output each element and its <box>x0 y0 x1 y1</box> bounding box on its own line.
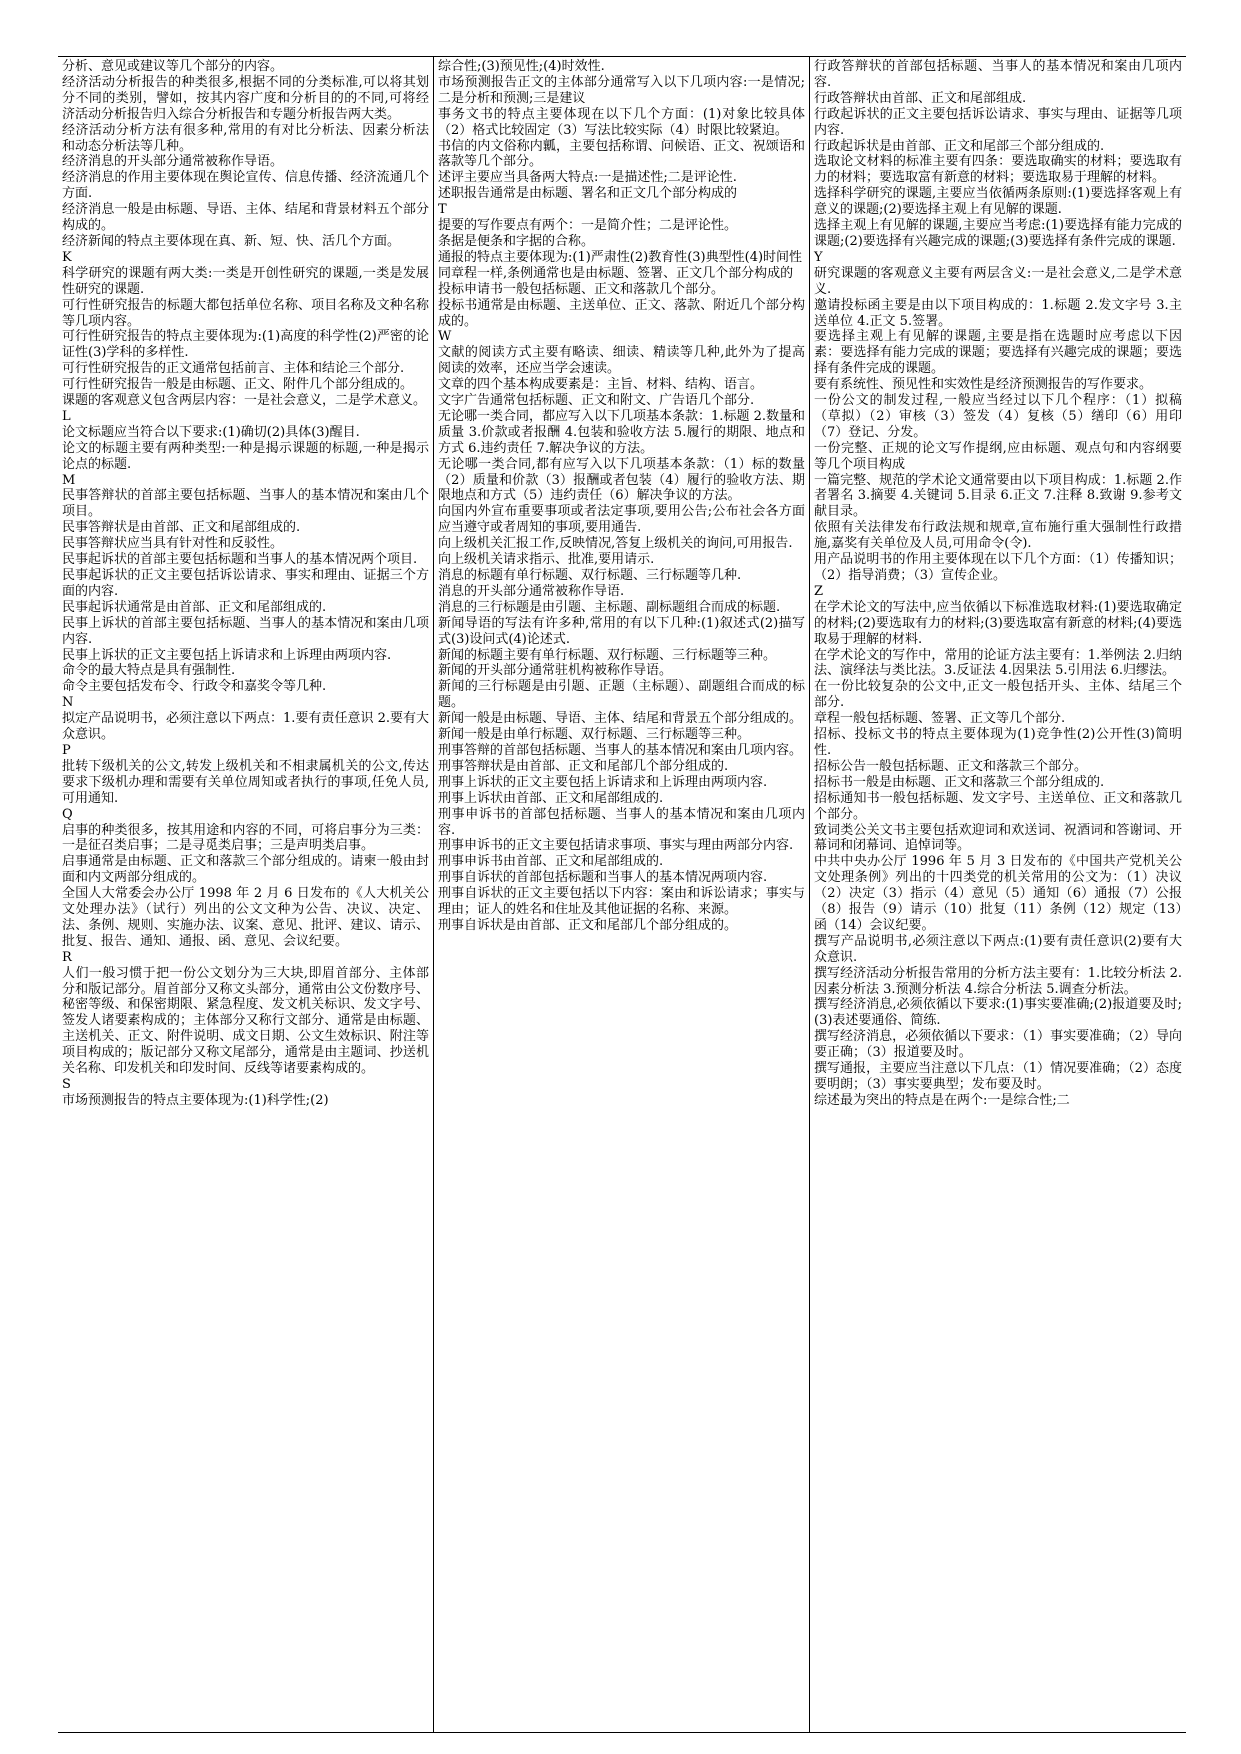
entry-paragraph: 科学研究的课题有两大类:一类是开创性研究的课题,一类是发展性研究的课题. <box>62 265 429 297</box>
entry-paragraph: 民事答辩状应当具有针对性和反驳性。 <box>62 536 284 552</box>
entry-paragraph: 可行性研究报告的标题大都包括单位名称、项目名称及文种名称等几项内容。 <box>62 297 429 329</box>
entry-paragraph: 依照有关法律发布行政法规和规章,宣布施行重大强制性行政措施,嘉奖有关单位及人员,可用命令(令). <box>814 520 1182 552</box>
entry-paragraph: 刑事答辩的首部包括标题、当事人的基本情况和案由几项内容。 <box>438 742 803 758</box>
entry-paragraph: 可行性研究报告的正文通常包括前言、主体和结论三个部分. <box>62 361 405 377</box>
entry-paragraph: 民事上诉状的正文主要包括上诉请求和上诉理由两项内容. <box>62 647 392 663</box>
section-letter: M <box>62 472 76 488</box>
section-letter: Z <box>814 583 824 599</box>
entry-paragraph: 人们一般习惯于把一份公文划分为三大块,即眉首部分、主体部分和版记部分。眉首部分又称文头部分，通常由公文份数序号、秘密等级、和保密期限、紧急程度、发文机关标识、发文字号、签发人诸要素构成的；主体部分又称行文部分、通常是由标题、主送机关、正文、附件说明、成文日期、公文生效标识、附注等项目构成的；版记部分又称文尾部分，通常是由主题词、抄送机关名称、印发机关和印发时间、反线等诸要素构成的。 <box>62 965 429 1077</box>
entry-paragraph: 刑事申诉书的正文主要包括请求事项、事实与理由两部分内容. <box>438 838 794 854</box>
entry-paragraph: 经济活动分析方法有很多种,常用的有对比分析法、因素分析法和动态分析法等几种。 <box>62 122 429 154</box>
entry-paragraph: 文字广告通常包括标题、正文和附文、广告语几个部分. <box>438 393 755 409</box>
section-letter: L <box>62 408 71 424</box>
entry-paragraph: 经济消息一般是由标题、导语、主体、结尾和背景材料五个部分构成的。 <box>62 202 429 234</box>
entry-paragraph: 民事起诉状通常是由首部、正文和尾部组成的. <box>62 599 327 615</box>
entry-paragraph: 投标申请书一般包括标题、正文和落款几个部分。 <box>438 281 725 297</box>
entry-paragraph: 向上级机关汇报工作,反映情况,答复上级机关的询问,可用报告. <box>438 536 793 552</box>
entry-paragraph: 课题的客观意义包含两层内容：一是社会意义，二是学术意义。 <box>62 393 427 409</box>
entry-paragraph: 无论哪一类合同，都应写入以下几项基本条款：1.标题 2.数量和质量 3.价款或者报酬 4.包装和验收方法 5.履行的期限、地点和方式 6.违约责任 7.解决争议的方法。 <box>438 408 805 456</box>
entry-paragraph: 民事上诉状的首部主要包括标题、当事人的基本情况和案由几项内容. <box>62 615 429 647</box>
section-letter: K <box>62 249 72 265</box>
entry-paragraph: 无论哪一类合同,都有应写入以下几项基本条款：（1）标的数量（2）质量和价款（3）报酬或者包装（4）履行的验收方法、期限地点和方式（5）违约责任（6）解决争议的方法。 <box>438 456 805 504</box>
entry-paragraph: 经济消息的开头部分通常被称作导语。 <box>62 154 284 170</box>
entry-paragraph: 论文的标题主要有两种类型:一种是揭示课题的标题,一种是揭示论点的标题. <box>62 440 429 472</box>
text-column-left <box>58 57 434 1732</box>
entry-paragraph: 向上级机关请求指示、批准,要用请示. <box>438 552 655 568</box>
entry-paragraph: 提要的写作要点有两个：一是简介性；二是评论性。 <box>438 218 738 234</box>
entry-paragraph: 民事起诉状的正文主要包括诉讼请求、事实和理由、证据三个方面的内容. <box>62 568 429 599</box>
entry-paragraph: 招标、投标文书的特点主要体现为(1)竞争性(2)公开性(3)简明性. <box>814 727 1182 758</box>
section-letter: W <box>438 329 452 345</box>
entry-paragraph: 选取论文材料的标准主要有四条：要选取确实的材料；要选取有力的材料；要选取富有新意的材料；要选取易于理解的材料。 <box>814 154 1182 186</box>
entry-paragraph: 新闻的标题主要有单行标题、双行标题、三行标题等三种。 <box>438 647 777 663</box>
entry-paragraph: 刑事答辩状是由首部、正文和尾部几个部分组成的. <box>438 758 729 774</box>
entry-paragraph: 述评主要应当具备两大特点:一是描述性;二是评论性. <box>438 170 737 186</box>
entry-paragraph: 书信的内文俗称内瓤，主要包括称谓、问候语、正文、祝颂语和落款等几个部分。 <box>438 138 805 170</box>
entry-paragraph: 中共中央办公厅 1996 年 5 月 3 日发布的《中国共产党机关公文处理条例》列出的十四类党的机关常用的公文为：（1）决议（2）决定（3）指示（4）意见（5）通知（6）通报（7）公报（8）报告（9）请示（10）批复（11）条例（12）规定（13）函（14）会议纪要。 <box>814 854 1182 933</box>
entry-paragraph: 刑事申诉书的首部包括标题、当事人的基本情况和案由几项内容. <box>438 806 805 838</box>
entry-paragraph: 启事通常是由标题、正文和落款三个部分组成的。请柬一般由封面和内文两部分组成的。 <box>62 854 429 886</box>
entry-paragraph: 论文标题应当符合以下要求:(1)确切(2)具体(3)醒目. <box>62 424 360 440</box>
entry-paragraph: 一份公文的制发过程,一般应当经过以下几个程序：（1）拟稿（草拟）（2）审核（3）签发（4）复核（5）缮印（6）用印（7）登记、分发。 <box>814 393 1182 440</box>
entry-paragraph: 文章的四个基本构成要素是：主旨、材料、结构、语言。 <box>438 377 764 393</box>
entry-paragraph: 章程一般包括标题、签署、正文等几个部分. <box>814 711 1066 727</box>
entry-paragraph: 新闻一般是由单行标题、双行标题、三行标题等三种。 <box>438 727 751 743</box>
section-letter: T <box>438 202 447 218</box>
section-letter: P <box>62 742 71 758</box>
entry-paragraph: 一份完整、正规的论文写作提纲,应由标题、观点句和内容纲要等几个项目构成 <box>814 440 1182 472</box>
entry-paragraph: 新闻导语的写法有许多种,常用的有以下几种:(1)叙述式(2)描写式(3)设问式(4)论述式. <box>438 615 805 647</box>
entry-paragraph: 刑事自诉状是由首部、正文和尾部几个部分组成的。 <box>438 917 738 933</box>
entry-paragraph: 新闻一般是由标题、导语、主体、结尾和背景五个部分组成的。 <box>438 711 803 727</box>
entry-paragraph: 选择科学研究的课题,主要应当依循两条原则:(1)要选择客观上有意义的课题;(2)要选择主观上有见解的课题. <box>814 186 1182 218</box>
entry-paragraph: 用产品说明书的作用主要体现在以下几个方面：（1）传播知识；（2）指导消费；（3）宣传企业。 <box>814 552 1182 583</box>
text-column-middle <box>434 57 810 1732</box>
entry-paragraph: 行政起诉状是由首部、正文和尾部三个部分组成的. <box>814 138 1105 154</box>
entry-paragraph: 综合性;(3)预见性;(4)时效性. <box>438 59 605 74</box>
entry-paragraph: 邀请投标函主要是由以下项目构成的：1.标题 2.发文字号 3.主送单位 4.正文 5.签署。 <box>814 297 1182 329</box>
document-page <box>58 56 1186 1733</box>
entry-paragraph: 命令主要包括发布令、行政令和嘉奖令等几种. <box>62 679 327 695</box>
entry-paragraph: 选择主观上有见解的课题,主要应当考虑:(1)要选择有能力完成的课题;(2)要选择有兴趣完成的课题;(3)要选择有条件完成的课题. <box>814 218 1182 249</box>
entry-paragraph: 一篇完整、规范的学术论文通常要由以下项目构成：1.标题 2.作者署名 3.摘要 4.关键词 5.目录 6.正文 7.注释 8.致谢 9.参考文献目录。 <box>814 472 1182 520</box>
entry-paragraph: 事务文书的特点主要体现在以下几个方面：(1)对象比较具体（2）格式比较固定（3）写法比较实际（4）时限比较紧迫。 <box>438 106 805 138</box>
entry-paragraph: 行政起诉状的正文主要包括诉讼请求、事实与理由、证据等几项内容. <box>814 106 1182 138</box>
entry-paragraph: 在一份比较复杂的公文中,正文一般包括开头、主体、结尾三个部分. <box>814 679 1182 711</box>
entry-paragraph: 致词类公关文书主要包括欢迎词和欢送词、祝酒词和答谢词、开幕词和闭幕词、追悼词等。 <box>814 822 1182 854</box>
entry-paragraph: 述职报告通常是由标题、署名和正文几个部分构成的 <box>438 186 738 202</box>
entry-paragraph: 向国内外宣布重要事项或者法定事项,要用公告;公布社会各方面应当遵守或者周知的事项,要用通告. <box>438 504 805 536</box>
entry-paragraph: 撰写经济消息,必须依循以下要求:(1)事实要准确;(2)报道要及时;(3)表述要通俗、简练. <box>814 997 1182 1029</box>
entry-paragraph: 经济新闻的特点主要体现在真、新、短、快、活几个方面。 <box>62 233 401 249</box>
entry-paragraph: 刑事上诉状的正文主要包括上诉请求和上诉理由两项内容. <box>438 774 768 790</box>
entry-paragraph: 民事答辩状是由首部、正文和尾部组成的. <box>62 520 301 536</box>
entry-paragraph: 市场预测报告正文的主体部分通常写入以下几项内容:一是情况;二是分析和预测;三是建议 <box>438 74 805 106</box>
entry-paragraph: 招标通知书一般包括标题、发文字号、主送单位、正文和落款几个部分。 <box>814 790 1182 822</box>
entry-paragraph: 刑事自诉状的正文主要包括以下内容：案由和诉讼请求；事实与理由；证人的姓名和住址及其他证据的名称、来源。 <box>438 886 805 918</box>
entry-paragraph: 行政答辩状的首部包括标题、当事人的基本情况和案由几项内容. <box>814 59 1182 90</box>
entry-paragraph: 启事的种类很多，按其用途和内容的不同，可将启事分为三类：一是征召类启事；二是寻觅类启事；三是声明类启事。 <box>62 822 429 854</box>
entry-paragraph: 招标公告一般包括标题、正文和落款三个部分。 <box>814 758 1088 774</box>
entry-paragraph: 通报的特点主要体现为:(1)严肃性(2)教育性(3)典型性(4)时间性 <box>438 249 803 265</box>
entry-paragraph: 在学术论文的写法中,应当依循以下标准选取材料:(1)要选取确定的材料;(2)要选取有力的材料;(3)要选取富有新意的材料;(4)要选取易于理解的材料. <box>814 599 1182 647</box>
section-letter: Q <box>62 806 73 822</box>
entry-paragraph: 消息的标题有单行标题、双行标题、三行标题等几种. <box>438 568 742 583</box>
entry-paragraph: 在学术论文的写作中，常用的论证方法主要有：1.举例法 2.归纳法、演绎法与类比法。3.反证法 4.因果法 5.引用法 6.归缪法。 <box>814 647 1182 679</box>
entry-paragraph: 撰写经济消息，必须依循以下要求：（1）事实要准确；（2）导向要正确；（3）报道要及时。 <box>814 1029 1182 1061</box>
entry-paragraph: 刑事申诉书由首部、正文和尾部组成的. <box>438 854 664 870</box>
entry-paragraph: 分析、意见或建议等几个部分的内容。 <box>62 59 284 74</box>
entry-paragraph: 新闻的三行标题是由引题、正题（主标题）、副题组合而成的标题。 <box>438 679 805 711</box>
entry-paragraph: 同章程一样,条例通常也是由标题、签署、正文几个部分构成的 <box>438 265 794 281</box>
entry-paragraph: 命令的最大特点是具有强制性. <box>62 663 236 679</box>
entry-paragraph: 经济消息的作用主要体现在舆论宣传、信息传播、经济流通几个方面. <box>62 170 429 202</box>
section-letter: S <box>62 1077 71 1092</box>
entry-paragraph: 新闻的开头部分通常驻机构被称作导语。 <box>438 663 673 679</box>
entry-paragraph: 招标书一般是由标题、正文和落款三个部分组成的. <box>814 774 1105 790</box>
entry-paragraph: 民事起诉状的首部主要包括标题和当事人的基本情况两个项目. <box>62 552 418 568</box>
entry-paragraph: 投标书通常是由标题、主送单位、正文、落款、附近几个部分构成的。 <box>438 297 805 329</box>
section-letter: Y <box>814 249 823 265</box>
entry-paragraph: 行政答辩状由首部、正文和尾部组成. <box>814 90 1027 106</box>
entry-paragraph: 消息的三行标题是由引题、主标题、副标题组合而成的标题. <box>438 599 781 615</box>
entry-paragraph: 条据是便条和字据的合称。 <box>438 233 595 249</box>
entry-paragraph: 经济活动分析报告的种类很多,根据不同的分类标准,可以将其划分不同的类别，譬如，按其内容广度和分析目的的不同,可将经济活动分析报告归入综合分析报告和专题分析报告两大类。 <box>62 74 429 122</box>
text-column-right <box>810 57 1186 1732</box>
entry-paragraph: 可行性研究报告一般是由标题、正文、附件几个部分组成的。 <box>62 377 414 393</box>
entry-paragraph: 可行性研究报告的特点主要体现为:(1)高度的科学性(2)严密的论证性(3)学科的多样性. <box>62 329 429 361</box>
entry-paragraph: 研究课题的客观意义主要有两层含义:一是社会意义,二是学术意义. <box>814 265 1182 297</box>
entry-paragraph: 市场预测报告的特点主要体现为:(1)科学性;(2) <box>62 1092 329 1108</box>
entry-paragraph: 撰写通报，主要应当注意以下几点：（1）情况要准确；（2）态度要明朗；（3）事实要典型；发布要及时。 <box>814 1061 1182 1092</box>
entry-paragraph: 全国人大常委会办公厅 1998 年 2 月 6 日发布的《人大机关公文处理办法》（试行）列出的公文文种为公告、决议、决定、法、条例、规则、实施办法、议案、意见、批评、建议、请示、批复、报告、通知、通报、函、意见、会议纪要。 <box>62 886 429 949</box>
entry-paragraph: 撰写经济活动分析报告常用的分析方法主要有：1.比较分析法 2.因素分析法 3.预测分析法 4.综合分析法 5.调查分析法。 <box>814 965 1182 997</box>
section-letter: R <box>62 949 72 965</box>
entry-paragraph: 民事答辩状的首部主要包括标题、当事人的基本情况和案由几个项目。 <box>62 488 429 520</box>
entry-paragraph: 要选择主观上有见解的课题,主要是指在选题时应考虑以下因素：要选择有能力完成的课题；要选择有兴趣完成的课题；要选择有条件完成的课题。 <box>814 329 1182 377</box>
entry-paragraph: 刑事上诉状由首部、正文和尾部组成的. <box>438 790 664 806</box>
entry-paragraph: 刑事自诉状的首部包括标题和当事人的基本情况两项内容. <box>438 870 768 886</box>
entry-paragraph: 文献的阅读方式主要有略读、细读、精读等几种,此外为了提高阅读的效率，还应当学会速读。 <box>438 345 805 377</box>
entry-paragraph: 批转下级机关的公文,转发上级机关和不相隶属机关的公文,传达要求下级机办理和需要有关单位周知或者执行的事项,任免人员,可用通知. <box>62 758 429 806</box>
section-letter: N <box>62 695 74 711</box>
entry-paragraph: 要有系统性、预见性和实效性是经济预测报告的写作要求。 <box>814 377 1153 393</box>
entry-paragraph: 消息的开头部分通常被称作导语. <box>438 583 625 599</box>
entry-paragraph: 拟定产品说明书，必须注意以下两点：1.要有责任意识 2.要有大众意识。 <box>62 711 429 743</box>
entry-paragraph: 撰写产品说明书,必须注意以下两点:(1)要有责任意识(2)要有大众意识. <box>814 933 1182 965</box>
entry-paragraph: 综述最为突出的特点是在两个:一是综合性;二 <box>814 1092 1070 1108</box>
